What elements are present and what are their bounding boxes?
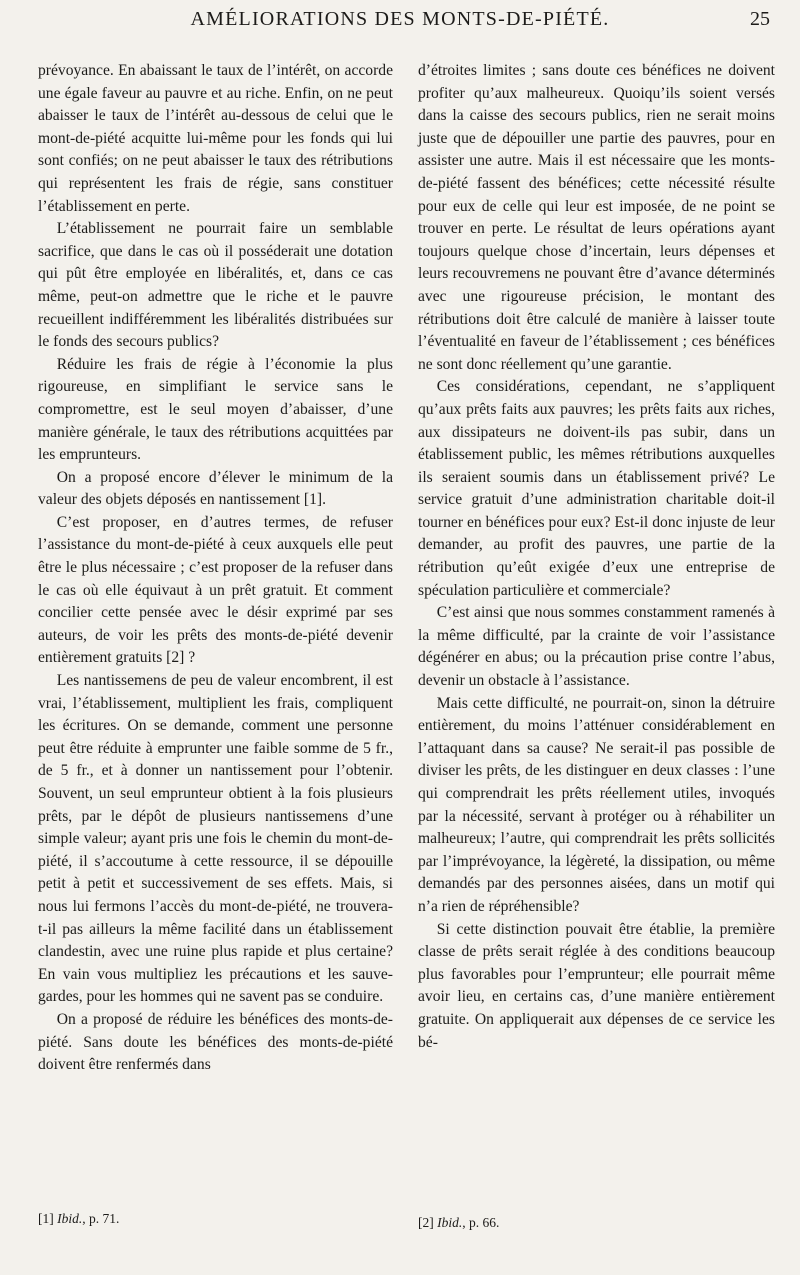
paragraph: Mais cette difficulté, ne pourrait-on, sinon la détruire entièrement, du moins l’atténuer considérablement en l’attaquant dans sa cause? Ne serait-il pas possible de diviser les prêts, de les distinguer en deux classes : l’une qui comprendrait les prêts réellement utiles, invoqués par la nécessité, servant à protéger ou à réhabiliter un malheureux; l’autre, qui comprendrait les prêts sollicités par l’imprévoyance, la légèreté, la dissipation, ou même demandés par des personnes aisées, dans un motif qui n’a rien de répréhensible? [418,694,775,915]
paragraph: Ces considérations, cependant, ne s’appliquent qu’aux prêts faits aux pauvres; les prêts faits aux riches, aux dissipateurs ne doivent-ils pas subir, dans un établissement public, les mêmes rétributions auxquelles ils seraient soumis dans un établissement privé? Le service gratuit d’une administration charitable doit-il tourner en bénéfices pour eux? Est-il donc injuste de leur demander, au profit des pauvres, une partie de la rétribution qu’eût exigée d’eux une entreprise de spéculation particulière et commerciale? [418,378,775,599]
paragraph: On a proposé encore d’élever le minimum de la valeur des objets déposés en nantissement [1]. [38,468,393,509]
paragraph: Si cette distinction pouvait être établie, la première classe de prêts serait réglée à des conditions beaucoup plus favorables pour l’emprunteur; elle pourrait même avoir lieu, en certains cas, d’une manière entièrement gratuite. On appliquerait aux dépenses de ce service les bé- [418,920,775,1051]
paragraph: C’est ainsi que nous sommes constamment ramenés à la même difficulté, par la crainte de voir l’assistance dégénérer en abus; ou la précaution prise contre l’abus, devenir un obstacle à l’assistance. [418,604,775,690]
paragraph: L’établissement ne pourrait faire un semblable sacrifice, que dans le cas où il posséderait une dotation qui pût être employée en libéralités, et, dans ce cas même, peut-on admettre que le riche et le pauvre recueillent indifféremment les libéralités distribuées sur le fonds des secours publics? [38,220,393,351]
page-number: 25 [750,8,770,30]
ibid-abbrev: Ibid. [57,1211,83,1226]
paragraph: On a proposé de réduire les bénéfices des monts-de-piété. Sans doute les bénéfices des monts-de-piété doivent être renfermés dans [38,1010,393,1074]
left-column [38,60,393,1077]
paragraph: d’étroites limites ; sans doute ces bénéfices ne doivent profiter qu’aux malheureux. Quoiqu’ils soient versés dans la caisse des secours publics, rien ne serait moins juste que de dépouiller une partie des pauvres, pour en assister une autre. Mais il est nécessaire que les monts-de-piété fassent des bénéfices; cette nécessité résulte pour eux de celle qui leur est imposée, de ne point se trouver en perte. Le résultat de leurs opérations ayant toujours quelque chose d’incertain, leurs dépenses et leurs recouvremens ne pouvant être d’avance déterminés avec une rigoureuse précision, le montant des rétributions doit être calculé de manière à laisser toute l’éventualité en faveur de l’établissement ; ces bénéfices ne sont donc réellement qu’une garantie. [418,62,775,373]
paragraph: C’est proposer, en d’autres termes, de refuser l’assistance du mont-de-piété à ceux auxquels elle peut être le plus nécessaire ; c’est proposer de la refuser dans le cas où elle équivaut à un prêt gratuit. Et comment concilier cette pensée avec le désir exprimé par ses auteurs, de voir les prêts des monts-de-piété devenir entièrement gratuits [2] ? [38,513,393,667]
footnote-2: [2] Ibid., p. 66. [418,1215,500,1230]
running-header [0,8,800,38]
paragraph: Les nantissemens de peu de valeur encombrent, il est vrai, l’établissement, multiplient les frais, compliquent les écritures. On se demande, comment une personne peut être réduite à emprunter une faible somme de 5 fr., de 5 fr., et à donner un nantissement pour l’obtenir. Souvent, un seul emprunteur obtient à la fois plusieurs prêts, par le dépôt de plusieurs nantissemens d’une simple valeur; ayant pris une fois le chemin du mont-de-piété, il s’accoutume à cette ressource, il se dépouille petit à petit et successivement de ses effets. Mais, si nous lui fermons l’accès du mont-de-piété, ne trouvera-t-il pas ailleurs la même facilité dans un établissement clandestin, avec une ruine plus rapide et plus certaine? En vain vous multipliez les précautions et les sauve-gardes, pour les hommes qui ne savent pas se conduire. [38,672,393,1006]
right-column [418,60,775,1054]
ibid-abbrev: Ibid. [437,1215,463,1230]
paragraph: Réduire les frais de régie à l’économie la plus rigoureuse, en simplifiant le service sans le compromettre, est le seul moyen d’abaisser, d’une manière générale, le taux des rétributions acquittées par les emprunteurs. [38,355,393,464]
footnote-1: [1] Ibid., p. 71. [38,1211,120,1226]
running-title: AMÉLIORATIONS DES MONTS-DE-PIÉTÉ. [190,8,610,30]
paragraph: prévoyance. En abaissant le taux de l’intérêt, on accorde une égale faveur au pauvre et au riche. Enfin, on ne peut abaisser le taux de l’intérêt au-dessous de celui que le mont-de-piété acquitte lui-même pour les fonds qui lui sont confiés; on ne peut abaisser le taux des rétributions qui représentent les frais de régie, sans constituer l’établissement en perte. [38,62,393,215]
